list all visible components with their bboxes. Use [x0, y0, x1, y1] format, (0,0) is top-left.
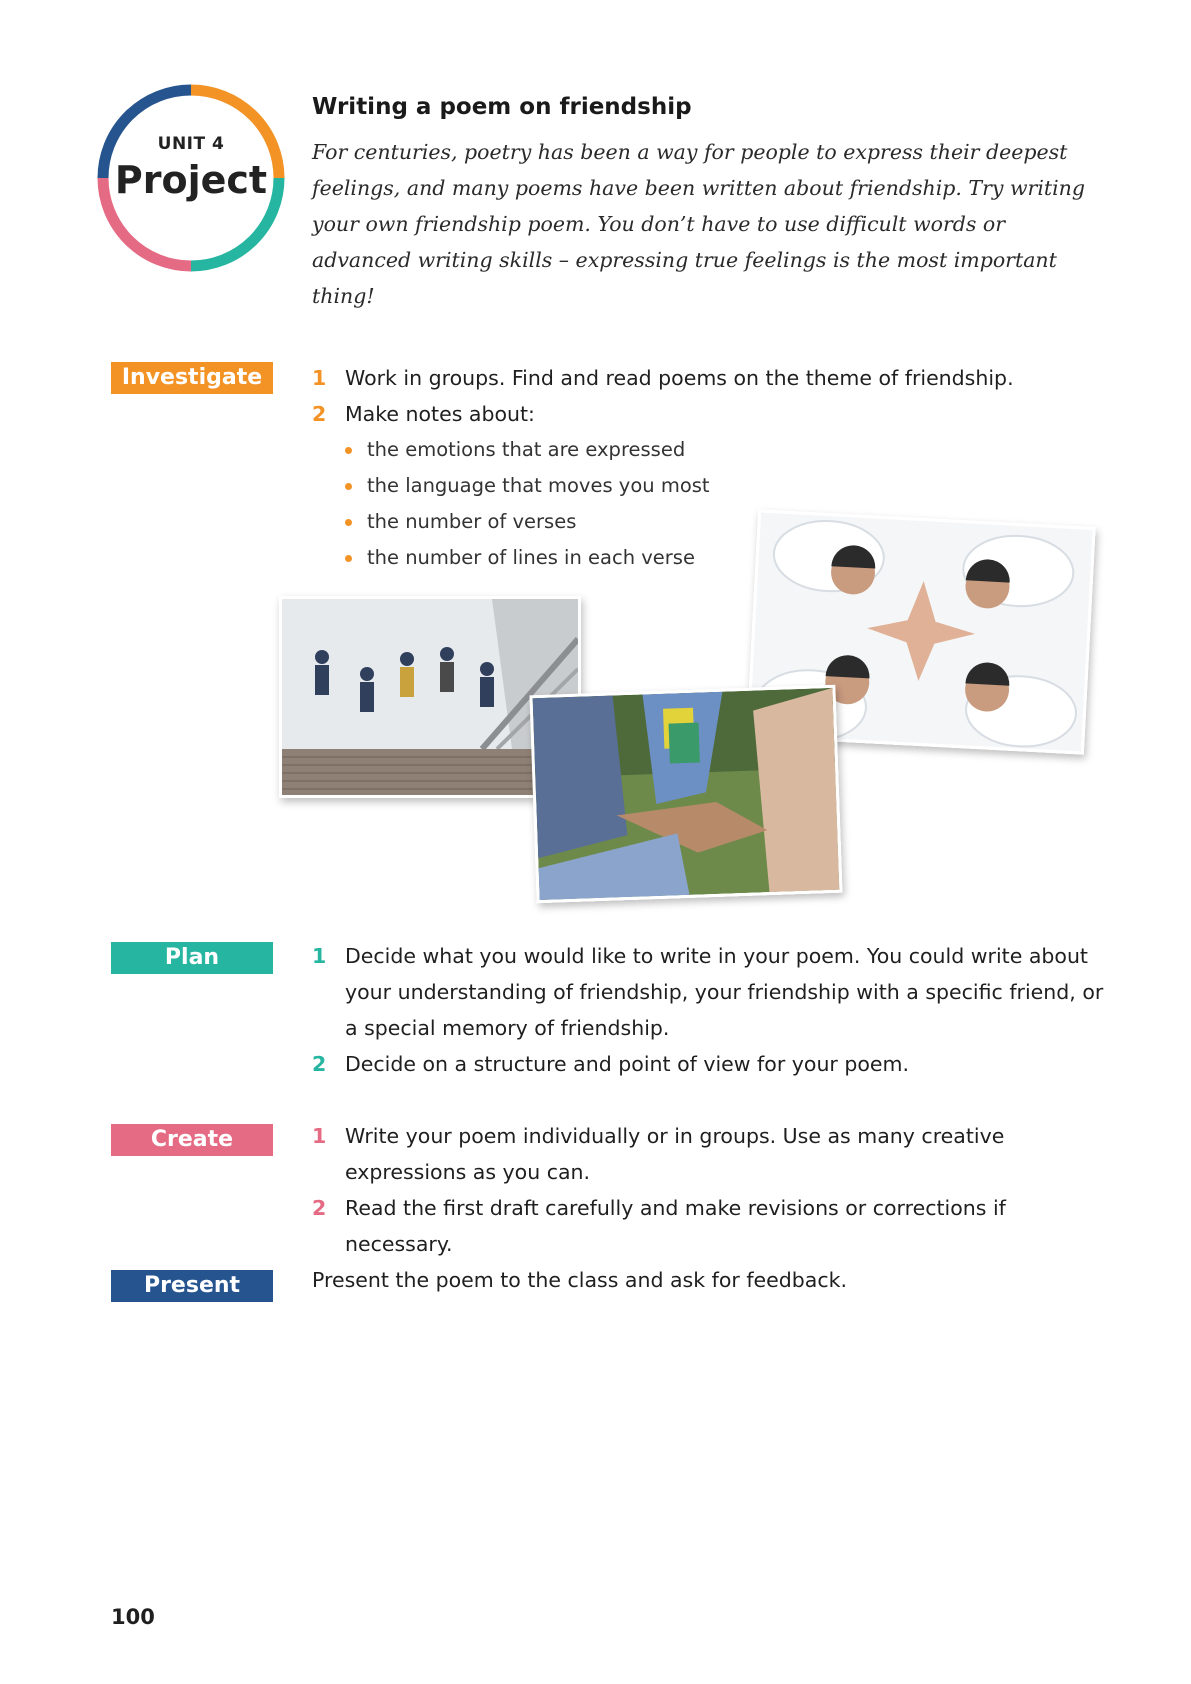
item-text: Make notes about: [345, 402, 535, 426]
unit-title: Project [114, 158, 268, 202]
page-title: Writing a poem on friendship [312, 94, 692, 120]
list-item [312, 1046, 1112, 1082]
item-text: Read the first draft carefully and make revisions or corrections if necessary. [345, 1196, 1006, 1256]
item-number: 2 [312, 402, 327, 426]
photo-hands-together [529, 685, 842, 904]
list-item [312, 396, 1112, 432]
plan-label: Plan [111, 942, 273, 974]
bullet-text: the emotions that are expressed [367, 438, 686, 461]
bullet-text: the number of lines in each verse [367, 546, 695, 569]
list-item [312, 1118, 1112, 1190]
page-number: 100 [111, 1605, 155, 1629]
item-number: 2 [312, 1196, 327, 1220]
bullet-dot-icon [345, 483, 352, 490]
list-item [312, 1190, 1112, 1262]
investigate-label: Investigate [111, 362, 273, 394]
bullet-item [345, 432, 1112, 468]
item-text: Decide what you would like to write in your poem. You could write about your understanding of friendship, your friendship with a specific friend, or a special memory of friendship. [345, 944, 1104, 1040]
item-number: 1 [312, 366, 327, 390]
item-number: 1 [312, 1124, 327, 1148]
bullet-text: the number of verses [367, 510, 577, 533]
item-text: Work in groups. Find and read poems on the theme of friendship. [345, 366, 1014, 390]
list-item [312, 938, 1112, 1046]
bullet-text: the language that moves you most [367, 474, 710, 497]
unit-number: UNIT 4 [157, 134, 225, 154]
item-text: Decide on a structure and point of view for your poem. [345, 1052, 910, 1076]
bullet-dot-icon [345, 519, 352, 526]
plan-section [312, 938, 1112, 1082]
bullet-item [345, 468, 1112, 504]
create-label: Create [111, 1124, 273, 1156]
item-number: 1 [312, 944, 327, 968]
item-number: 2 [312, 1052, 327, 1076]
present-label: Present [111, 1270, 273, 1302]
bullet-dot-icon [345, 447, 352, 454]
present-text: Present the poem to the class and ask for feedback. [312, 1268, 848, 1292]
intro-paragraph: For centuries, poetry has been a way for people to express their deepest feelings, and many poems have been written about friendship. Try writing your own friendship poem. You don’t have to use difficult words or advanced writing skills – expressing true feelings is the most important thing! [312, 140, 1086, 308]
create-section [312, 1118, 1112, 1262]
list-item [312, 360, 1112, 396]
item-text: Write your poem individually or in groups. Use as many creative expressions as you can. [345, 1124, 1005, 1184]
unit-badge [93, 80, 289, 276]
bullet-dot-icon [345, 555, 352, 562]
